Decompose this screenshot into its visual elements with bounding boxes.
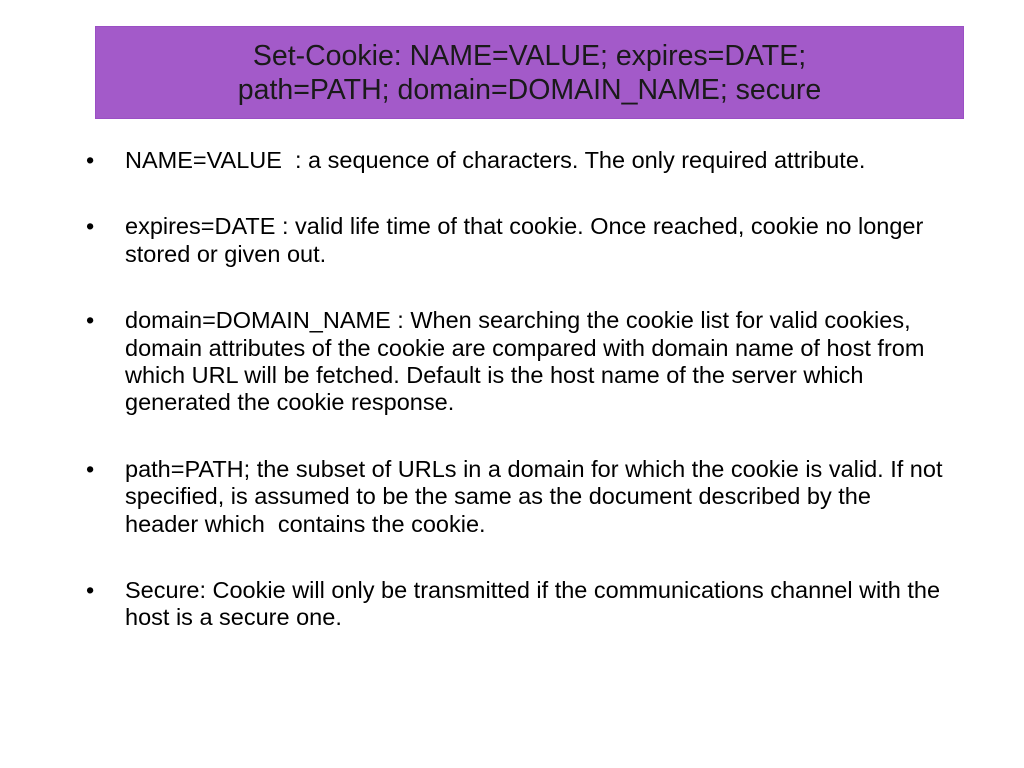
slide-title-line-1: Set-Cookie: NAME=VALUE; expires=DATE;: [252, 39, 807, 72]
bullet-marker: •: [86, 147, 95, 173]
bullet-item-domain: [86, 307, 946, 417]
bullet-list: [86, 147, 950, 671]
bullet-item-expires: [86, 213, 946, 268]
bullet-marker: •: [86, 455, 95, 482]
bullet-item-secure: [86, 577, 946, 632]
bullet-marker: •: [86, 307, 95, 334]
slide-title-banner: [95, 26, 964, 119]
bullet-text: Secure: Cookie will only be transmitted if the communications channel with the host is a secure one.: [125, 577, 947, 631]
bullet-text: domain=DOMAIN_NAME : When searching the cookie list for valid cookies, domain attributes of the cookie are compared with domain name of host from which URL will be fetched. Default is the host name of the server which generated the cookie response.: [125, 307, 931, 416]
bullet-marker: •: [86, 213, 95, 240]
bullet-item-name-value: [86, 147, 946, 174]
bullet-text: NAME=VALUE : a sequence of characters. The only required attribute.: [125, 147, 866, 173]
slide-title-line-2: path=PATH; domain=DOMAIN_NAME; secure: [237, 73, 822, 106]
bullet-item-path: [86, 455, 950, 538]
bullet-marker: •: [86, 577, 95, 604]
bullet-text: path=PATH; the subset of URLs in a domain for which the cookie is valid. If not specified, is assumed to be the same as the document described by the header which contains the cookie.: [125, 455, 950, 537]
bullet-text: expires=DATE : valid life time of that cookie. Once reached, cookie no longer stored or given out.: [125, 213, 930, 267]
